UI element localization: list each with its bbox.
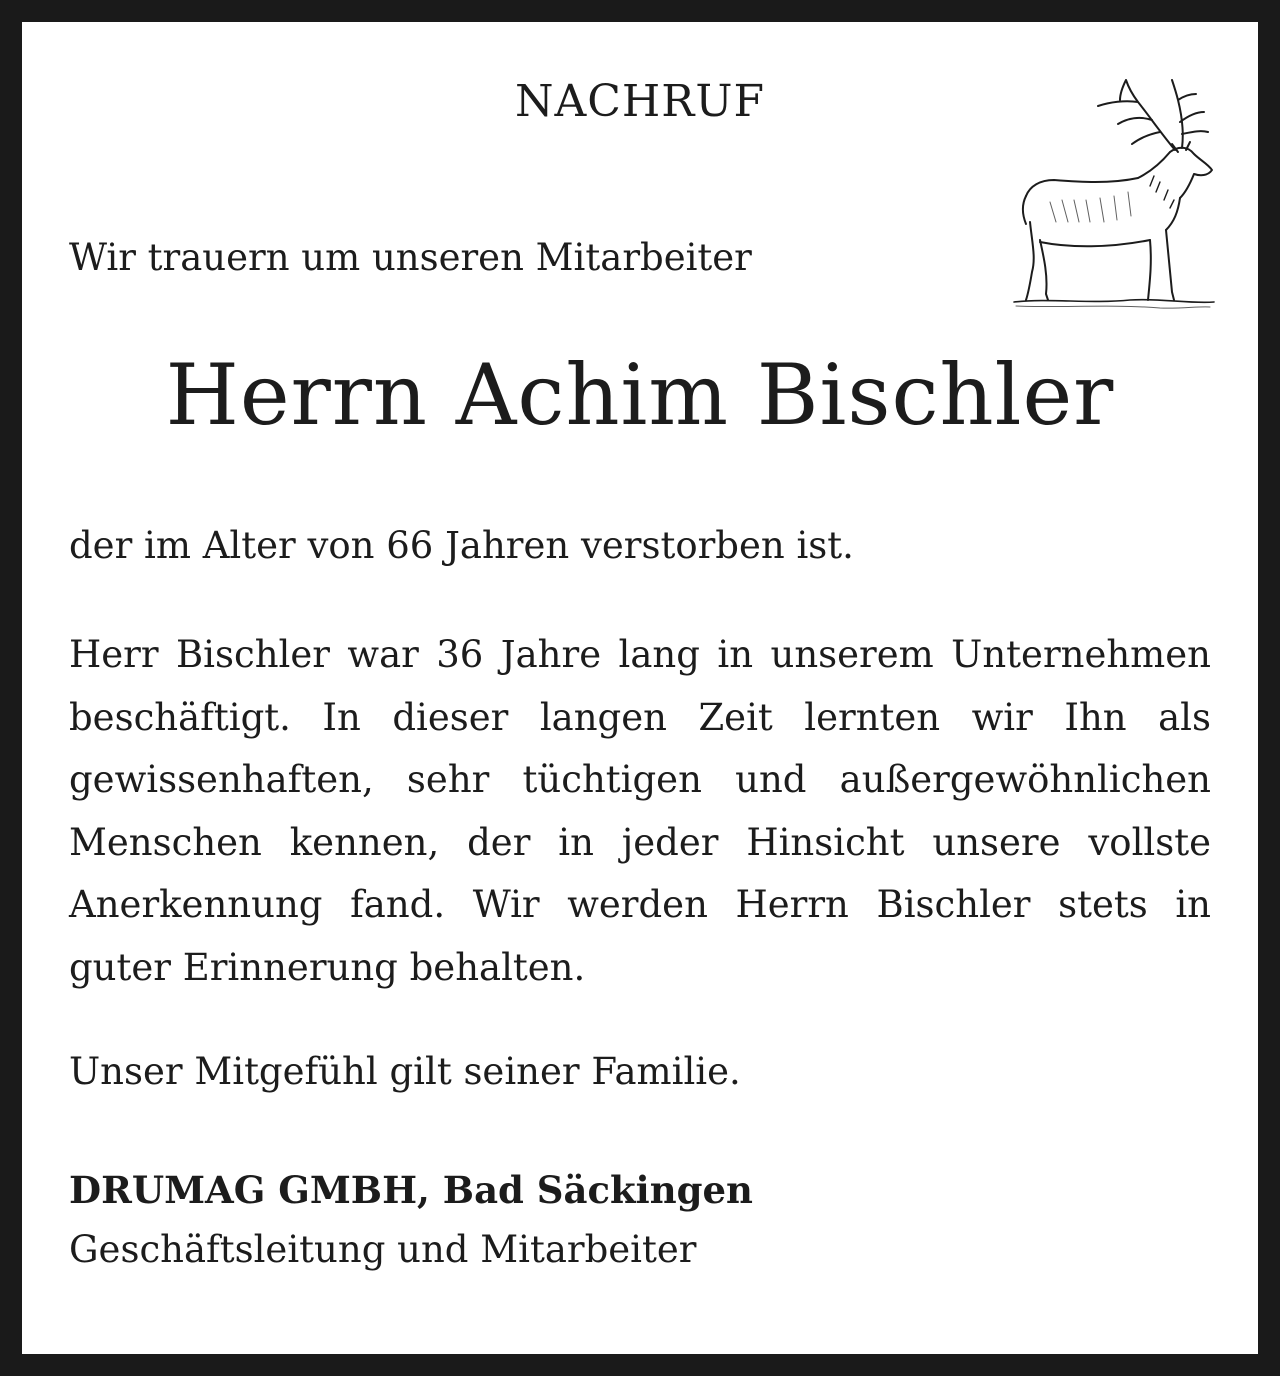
deceased-name: Herrn Achim Bischler <box>165 346 1115 444</box>
age-line: der im Alter von 66 Jahren verstorben ist. <box>69 524 854 567</box>
intro-line: Wir trauern um unseren Mitarbeiter <box>69 236 752 279</box>
company-name: DRUMAG GMBH, Bad Säckingen <box>69 1168 753 1212</box>
notice-heading: NACHRUF <box>514 76 766 127</box>
tribute-paragraph: Herr Bischler war 36 Jahre lang in unserem Unternehmen beschäftigt. In dieser langen Zeit lernten wir Ihn als gewissenhaften, sehr tüchtigen und außergewöhnlichen Menschen kennen, der in jeder Hinsicht unsere vollste Anerkennung fand. Wir werden Herrn Bischler stets in guter Erinnerung behalten. <box>69 633 1211 989</box>
signature-line: Geschäftsleitung und Mitarbeiter <box>69 1228 697 1271</box>
sympathy-line: Unser Mitgefühl gilt seiner Familie. <box>69 1050 741 1093</box>
deer-stag-icon <box>1010 72 1216 310</box>
